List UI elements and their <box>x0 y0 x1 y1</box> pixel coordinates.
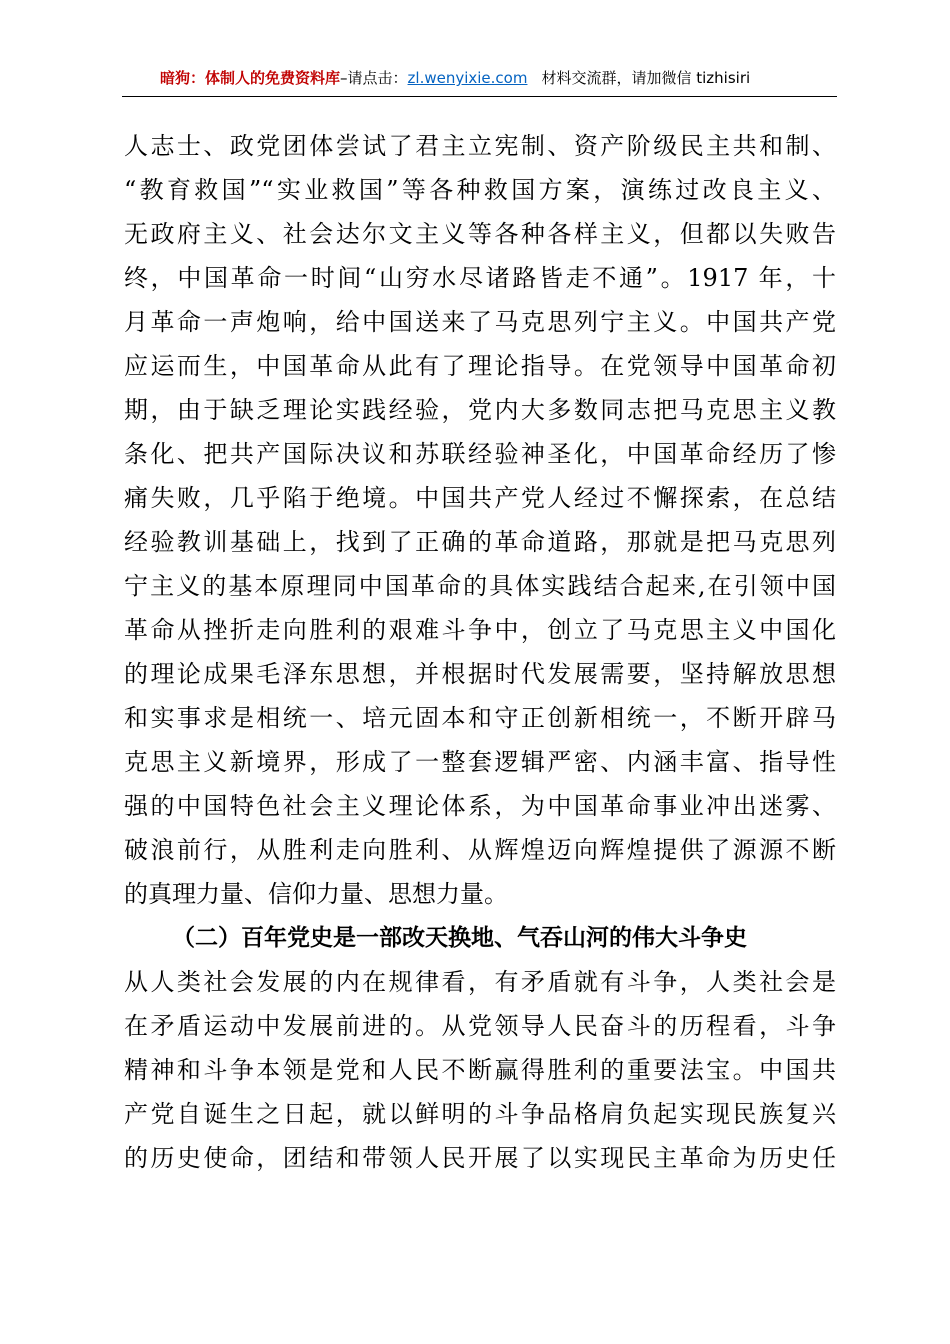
text-line: “教育救国”“实业救国”等各种救国方案，演练过改良主义、 <box>124 176 836 204</box>
text-line: 经验教训基础上，找到了正确的革命道路，那就是把马克思列 <box>124 528 836 556</box>
text-line: 人志士、政党团体尝试了君主立宪制、资产阶级民主共和制、 <box>124 132 836 160</box>
text-line: 从人类社会发展的内在规律看，有矛盾就有斗争，人类社会是 <box>124 968 836 996</box>
document-body <box>124 124 836 1180</box>
paragraph-1 <box>124 124 836 916</box>
text-line: 克思主义新境界，形成了一整套逻辑严密、内涵丰富、指导性 <box>124 748 836 776</box>
text-line: 的历史使命，团结和带领人民开展了以实现民主革命为历史任 <box>124 1144 836 1172</box>
text-line: 的理论成果毛泽东思想，并根据时代发展需要，坚持解放思想 <box>124 660 836 688</box>
paragraph-2 <box>124 960 836 1180</box>
text-line: 精神和斗争本领是党和人民不断赢得胜利的重要法宝。中国共 <box>124 1056 836 1084</box>
text-line: 产党自诞生之日起，就以鲜明的斗争品格肩负起实现民族复兴 <box>124 1100 836 1128</box>
text-line: 的真理力量、信仰力量、思想力量。 <box>124 880 508 908</box>
text-line: 在矛盾运动中发展前进的。从党领导人民奋斗的历程看，斗争 <box>124 1012 836 1040</box>
section-heading: （二）百年党史是一部改天换地、气吞山河的伟大斗争史 <box>172 925 747 951</box>
header-click-prompt: –请点击： <box>340 69 408 87</box>
header-contact: 材料交流群，请加微信 tizhisiri <box>541 69 751 87</box>
header-link[interactable]: zl.wenyixie.com <box>407 69 528 87</box>
text-line: 月革命一声炮响，给中国送来了马克思列宁主义。中国共产党 <box>124 308 836 336</box>
text-line: 痛失败，几乎陷于绝境。中国共产党人经过不懈探索，在总结 <box>124 484 836 512</box>
text-line: 无政府主义、社会达尔文主义等各种各样主义，但都以失败告 <box>124 220 836 248</box>
text-line: 破浪前行，从胜利走向胜利、从辉煌迈向辉煌提供了源源不断 <box>124 836 836 864</box>
text-line: 革命从挫折走向胜利的艰难斗争中，创立了马克思主义中国化 <box>124 616 836 644</box>
page-header <box>122 66 837 97</box>
text-line: 终，中国革命一时间“山穷水尽诸路皆走不通”。1917 年，十 <box>124 264 836 292</box>
text-line: 应运而生，中国革命从此有了理论指导。在党领导中国革命初 <box>124 352 836 380</box>
header-brand: 暗狗：体制人的免费资料库 <box>160 69 341 87</box>
text-line: 期，由于缺乏理论实践经验，党内大多数同志把马克思主义教 <box>124 396 836 424</box>
text-line: 和实事求是相统一、培元固本和守正创新相统一，不断开辟马 <box>124 704 836 732</box>
text-line: 强的中国特色社会主义理论体系，为中国革命事业冲出迷雾、 <box>124 792 836 820</box>
text-line: 宁主义的基本原理同中国革命的具体实践结合起来,在引领中国 <box>124 572 836 600</box>
text-line: 条化、把共产国际决议和苏联经验神圣化，中国革命经历了惨 <box>124 440 836 468</box>
